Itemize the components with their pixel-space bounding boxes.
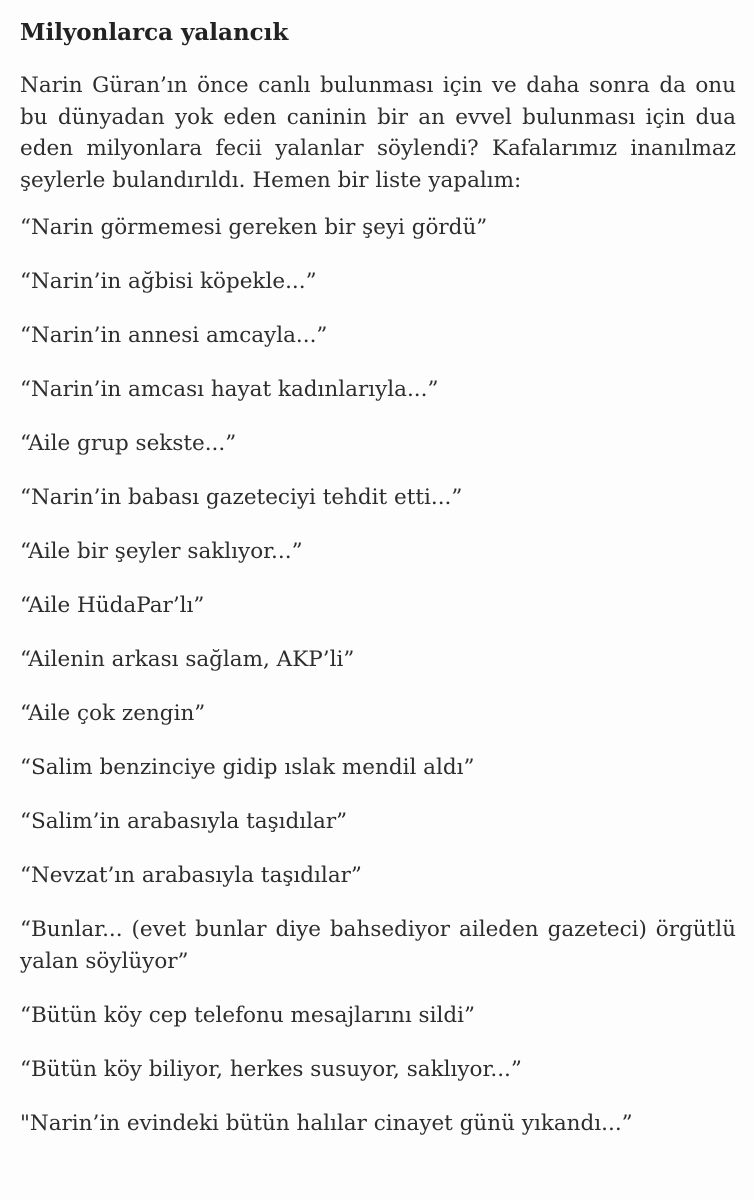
- intro-paragraph: Narin Güran’ın önce canlı bulunması için ve daha sonra da onu bu dünyadan yok eden caninin bir an evvel bulunması için dua eden milyonlara fecii yalanlar söylendi? Kafalarımız inanılmaz şeylerle bulandırıldı. Hemen bir liste yapalım:: [20, 73, 736, 193]
- quote-item: “Bunlar... (evet bunlar diye bahsediyor aileden gazeteci) örgütlü yalan söylüyor”: [20, 917, 736, 974]
- quote-item: “Salim’in arabasıyla taşıdılar”: [20, 809, 348, 834]
- quote-item: “Salim benzinciye gidip ıslak mendil aldı”: [20, 755, 475, 780]
- quote-item: “Narin görmemesi gereken bir şeyi gördü”: [20, 215, 488, 240]
- quote-item: “Aile HüdaPar’lı”: [20, 593, 205, 618]
- quote-item: “Narin’in annesi amcayla...”: [20, 323, 328, 348]
- quote-item: “Ailenin arkası sağlam, AKP’li”: [20, 647, 355, 672]
- article-title: Milyonlarca yalancık: [20, 19, 289, 46]
- quote-item: “Narin’in babası gazeteciyi tehdit etti...”: [20, 485, 463, 510]
- quote-item: “Bütün köy biliyor, herkes susuyor, saklıyor...”: [20, 1056, 522, 1082]
- quote-item: “Aile çok zengin”: [20, 701, 206, 726]
- quote-item: “Narin’in ağbisi köpekle...”: [20, 269, 317, 294]
- quote-item: “Narin’in amcası hayat kadınlarıyla...”: [20, 377, 439, 402]
- quote-list: [20, 212, 736, 1139]
- quote-item: “Aile grup sekste...”: [20, 431, 237, 456]
- quote-item: "Narin’in evindeki bütün halılar cinayet günü yıkandı...”: [20, 1110, 633, 1136]
- quote-item: “Aile bir şeyler saklıyor...”: [20, 539, 303, 564]
- quote-item: “Nevzat’ın arabasıyla taşıdılar”: [20, 863, 362, 888]
- quote-item: “Bütün köy cep telefonu mesajlarını sildi”: [20, 1002, 475, 1028]
